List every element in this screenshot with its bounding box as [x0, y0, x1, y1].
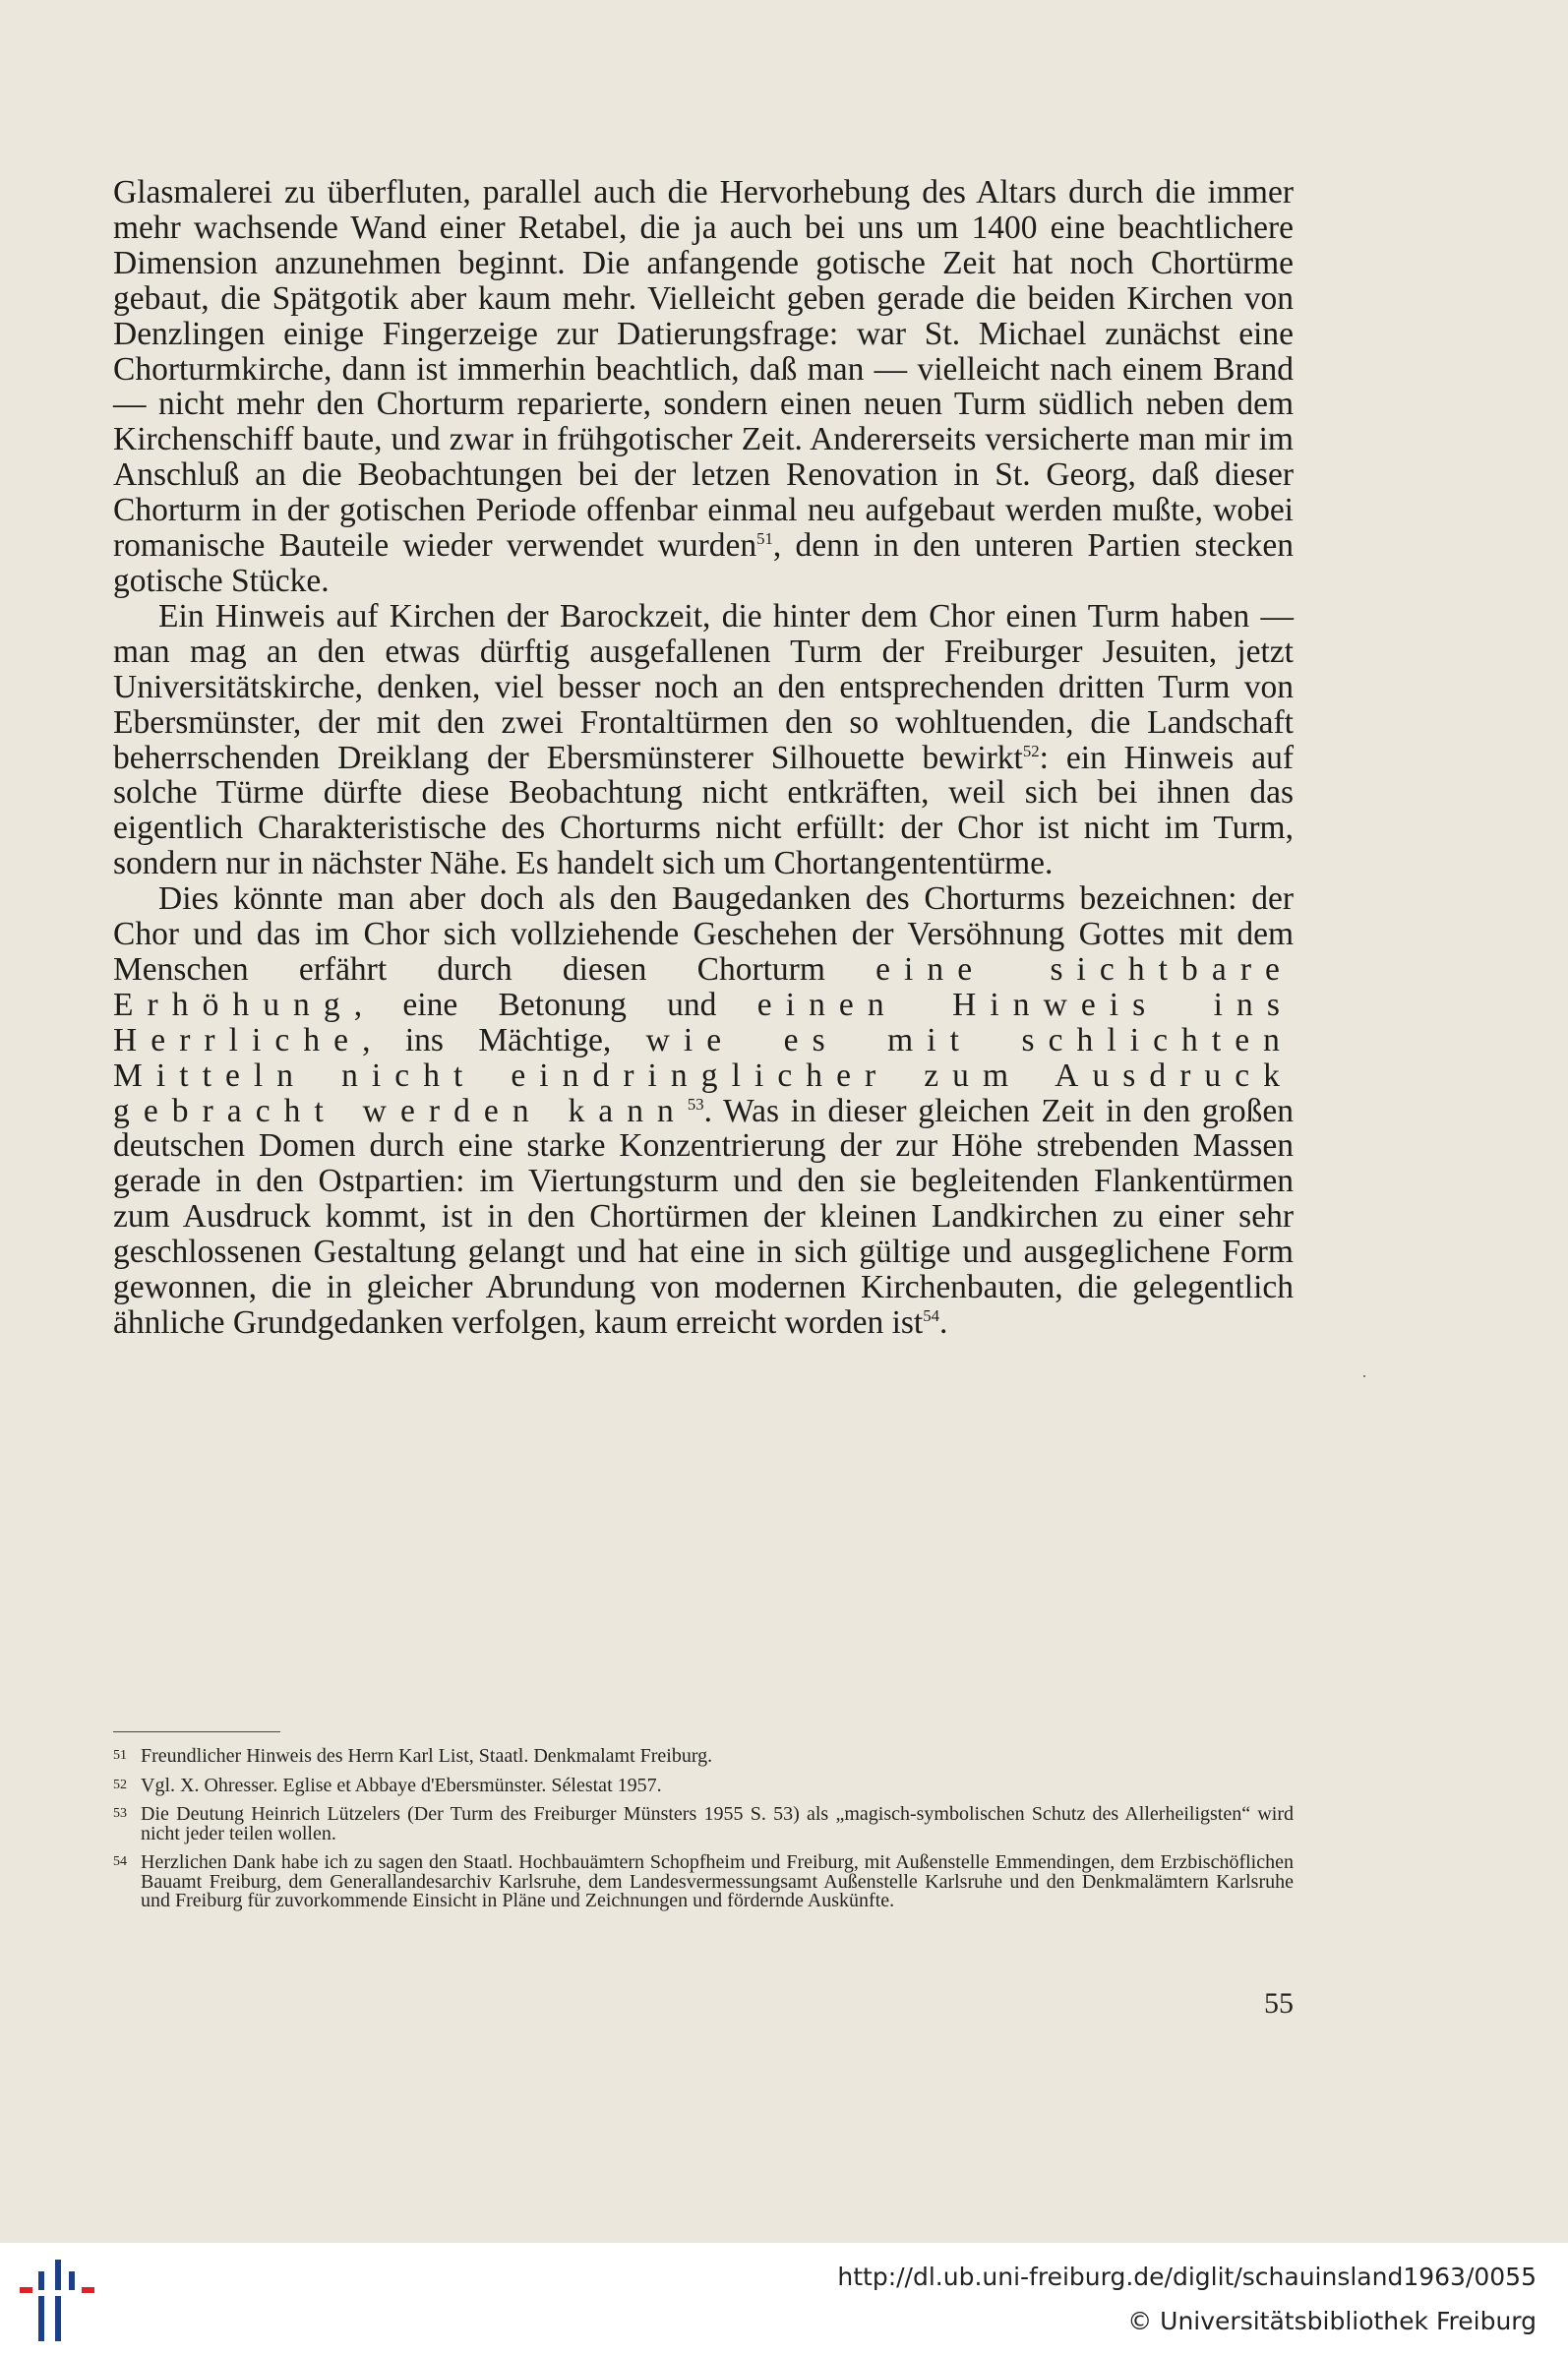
text-run: , eine Betonung und [353, 986, 757, 1023]
footnote-ref: 54 [923, 1305, 939, 1325]
footnote-ref: 53 [687, 1094, 704, 1114]
emphasized-text: eine sichtbare Erhöhung [113, 950, 1294, 1023]
page-number: 55 [1264, 1987, 1294, 2020]
permalink-link[interactable]: http://dl.ub.uni-freiburg.de/diglit/schauinsland1963/0055 [837, 2263, 1537, 2291]
text-run: Ein Hinweis auf Kirchen der Barockzeit, die hinter dem Chor einen Turm haben — man mag an den etwas dürftig ausgefallenen Turm der Freiburger Jesuiten, jetzt Universitätskirche, denken, viel besser noch an den entsprechenden dritten Turm von Ebersmünster, der mit den zwei Frontaltürmen den so wohltuenden, die Landschaft beherrschenden Dreiklang der Ebersmünsterer Silhouette bewirkt [113, 597, 1294, 776]
footnote-number: 54 [113, 1854, 127, 1869]
footnote-text: Vgl. X. Ohresser. Eglise et Abbaye d'Ebersmünster. Sélestat 1957. [141, 1774, 662, 1796]
emphasized-text: einen Hinweis ins Herrliche [113, 986, 1294, 1058]
footnote-text: Die Deutung Heinrich Lützelers (Der Turm des Freiburger Münsters 1955 S. 53) als „magisch-symbolischen Schutz des Allerheiligsten“ wird nicht jeder teilen wollen. [141, 1803, 1294, 1844]
footnote-number: 52 [113, 1777, 127, 1792]
ub-freiburg-logo-icon [20, 2260, 100, 2341]
text-run: Dies könnte man aber doch als den Baugedanken des Chorturms bezeichnen: der Chor und das im Chor sich vollziehende Geschehen der Versöhnung Gottes mit dem Menschen erfährt durch diesen Chorturm [113, 880, 1294, 988]
text-run: Glasmalerei zu überfluten, parallel auch die Hervorhebung des Altars durch die immer mehr wachsende Wand einer Retabel, die ja auch bei uns um 1400 eine beachtlichere Dimension anzunehmen beginnt. Die anfangende gotische Zeit hat noch Chortürme gebaut, die Spätgotik aber kaum mehr. Vielleicht geben gerade die beiden Kirchen von Denzlingen einige Fingerzeige zur Datierungsfrage: war St. Michael zunächst eine Chorturmkirche, dann ist immerhin beachtlich, daß man — vielleicht nach einem Brand — nicht mehr den Chorturm reparierte, sondern einen neuen Turm südlich neben dem Kirchenschiff baute, und zwar in frühgotischer Zeit. Andererseits versicherte man mir im Anschluß an die Beobachtungen bei der letzen Renovation in St. Georg, daß dieser Chorturm in der gotischen Periode offenbar einmal neu aufgebaut werden mußte, wobei romanische Bauteile wieder verwendet wurden [113, 174, 1294, 565]
paragraph [113, 175, 1294, 599]
paragraph [113, 881, 1294, 1341]
paragraph [113, 599, 1294, 881]
footnote-ref: 52 [1022, 741, 1040, 760]
footnote [113, 1853, 1294, 1911]
text-run: , ins Mächtige, [362, 1021, 646, 1058]
copyright-notice: © Universitätsbibliothek Freiburg [1127, 2307, 1537, 2335]
footnote-number: 51 [113, 1748, 127, 1763]
body-text [113, 175, 1294, 1341]
footnote-number: 53 [113, 1806, 127, 1821]
text-run: . Was in dieser gleichen Zeit in den großen deutschen Domen durch eine starke Konzentrierung der zur Höhe strebenden Massen gerade in den Ostpartien: im Viertungsturm und den sie begleitenden Flankentürmen zum Ausdruck kommt, ist in den Chortürmen der kleinen Landkirchen zu einer sehr geschlossenen Gestaltung gelangt und hat eine in sich gültige und ausgeglichene Form gewonnen, die in gleicher Abrundung von modernen Kirchenbauten, die gelegentlich ähnliche Grundgedanken verfolgen, kaum erreicht worden ist [113, 1092, 1294, 1341]
emphasized-text: wie es mit schlichten Mitteln nicht eindringlicher zum Ausdruck gebracht werden kann [113, 1021, 1295, 1129]
text-run: : ein Hinweis auf solche Türme dürfte diese Beobachtung nicht entkräften, weil sich bei ihnen das eigentlich Charakteristische des Chorturms nicht erfüllt: der Chor ist nicht im Turm, sondern nur in nächster Nähe. Es handelt sich um Chortangententürme. [113, 739, 1294, 882]
footnote-rule [113, 1731, 280, 1732]
footnote-text: Freundlicher Hinweis des Herrn Karl List, Staatl. Denkmalamt Freiburg. [141, 1745, 713, 1767]
text-run: , denn in den unteren Partien stecken gotische Stücke. [113, 527, 1294, 599]
footnote [113, 1747, 1294, 1767]
footnote [113, 1774, 1294, 1796]
text-run: . [939, 1304, 948, 1341]
footnote-ref: 51 [756, 528, 773, 548]
scan-speck [1363, 1375, 1365, 1377]
footnote [113, 1805, 1294, 1843]
footer-bar [0, 2243, 1568, 2356]
footnote-text: Herzlichen Dank habe ich zu sagen den Staatl. Hochbauämtern Schopfheim und Freiburg, mit Außenstelle Emmendingen, dem Erzbischöflichen Bauamt Freiburg, dem Generallandesarchiv Karlsruhe, dem Landesvermessungsamt Außenstelle Karlsruhe und den Denkmalämtern Karlsruhe und Freiburg für zuvorkommende Einsicht in Pläne und Zeichnungen und fördernde Auskünfte. [141, 1851, 1294, 1911]
footnotes [113, 1747, 1294, 1921]
